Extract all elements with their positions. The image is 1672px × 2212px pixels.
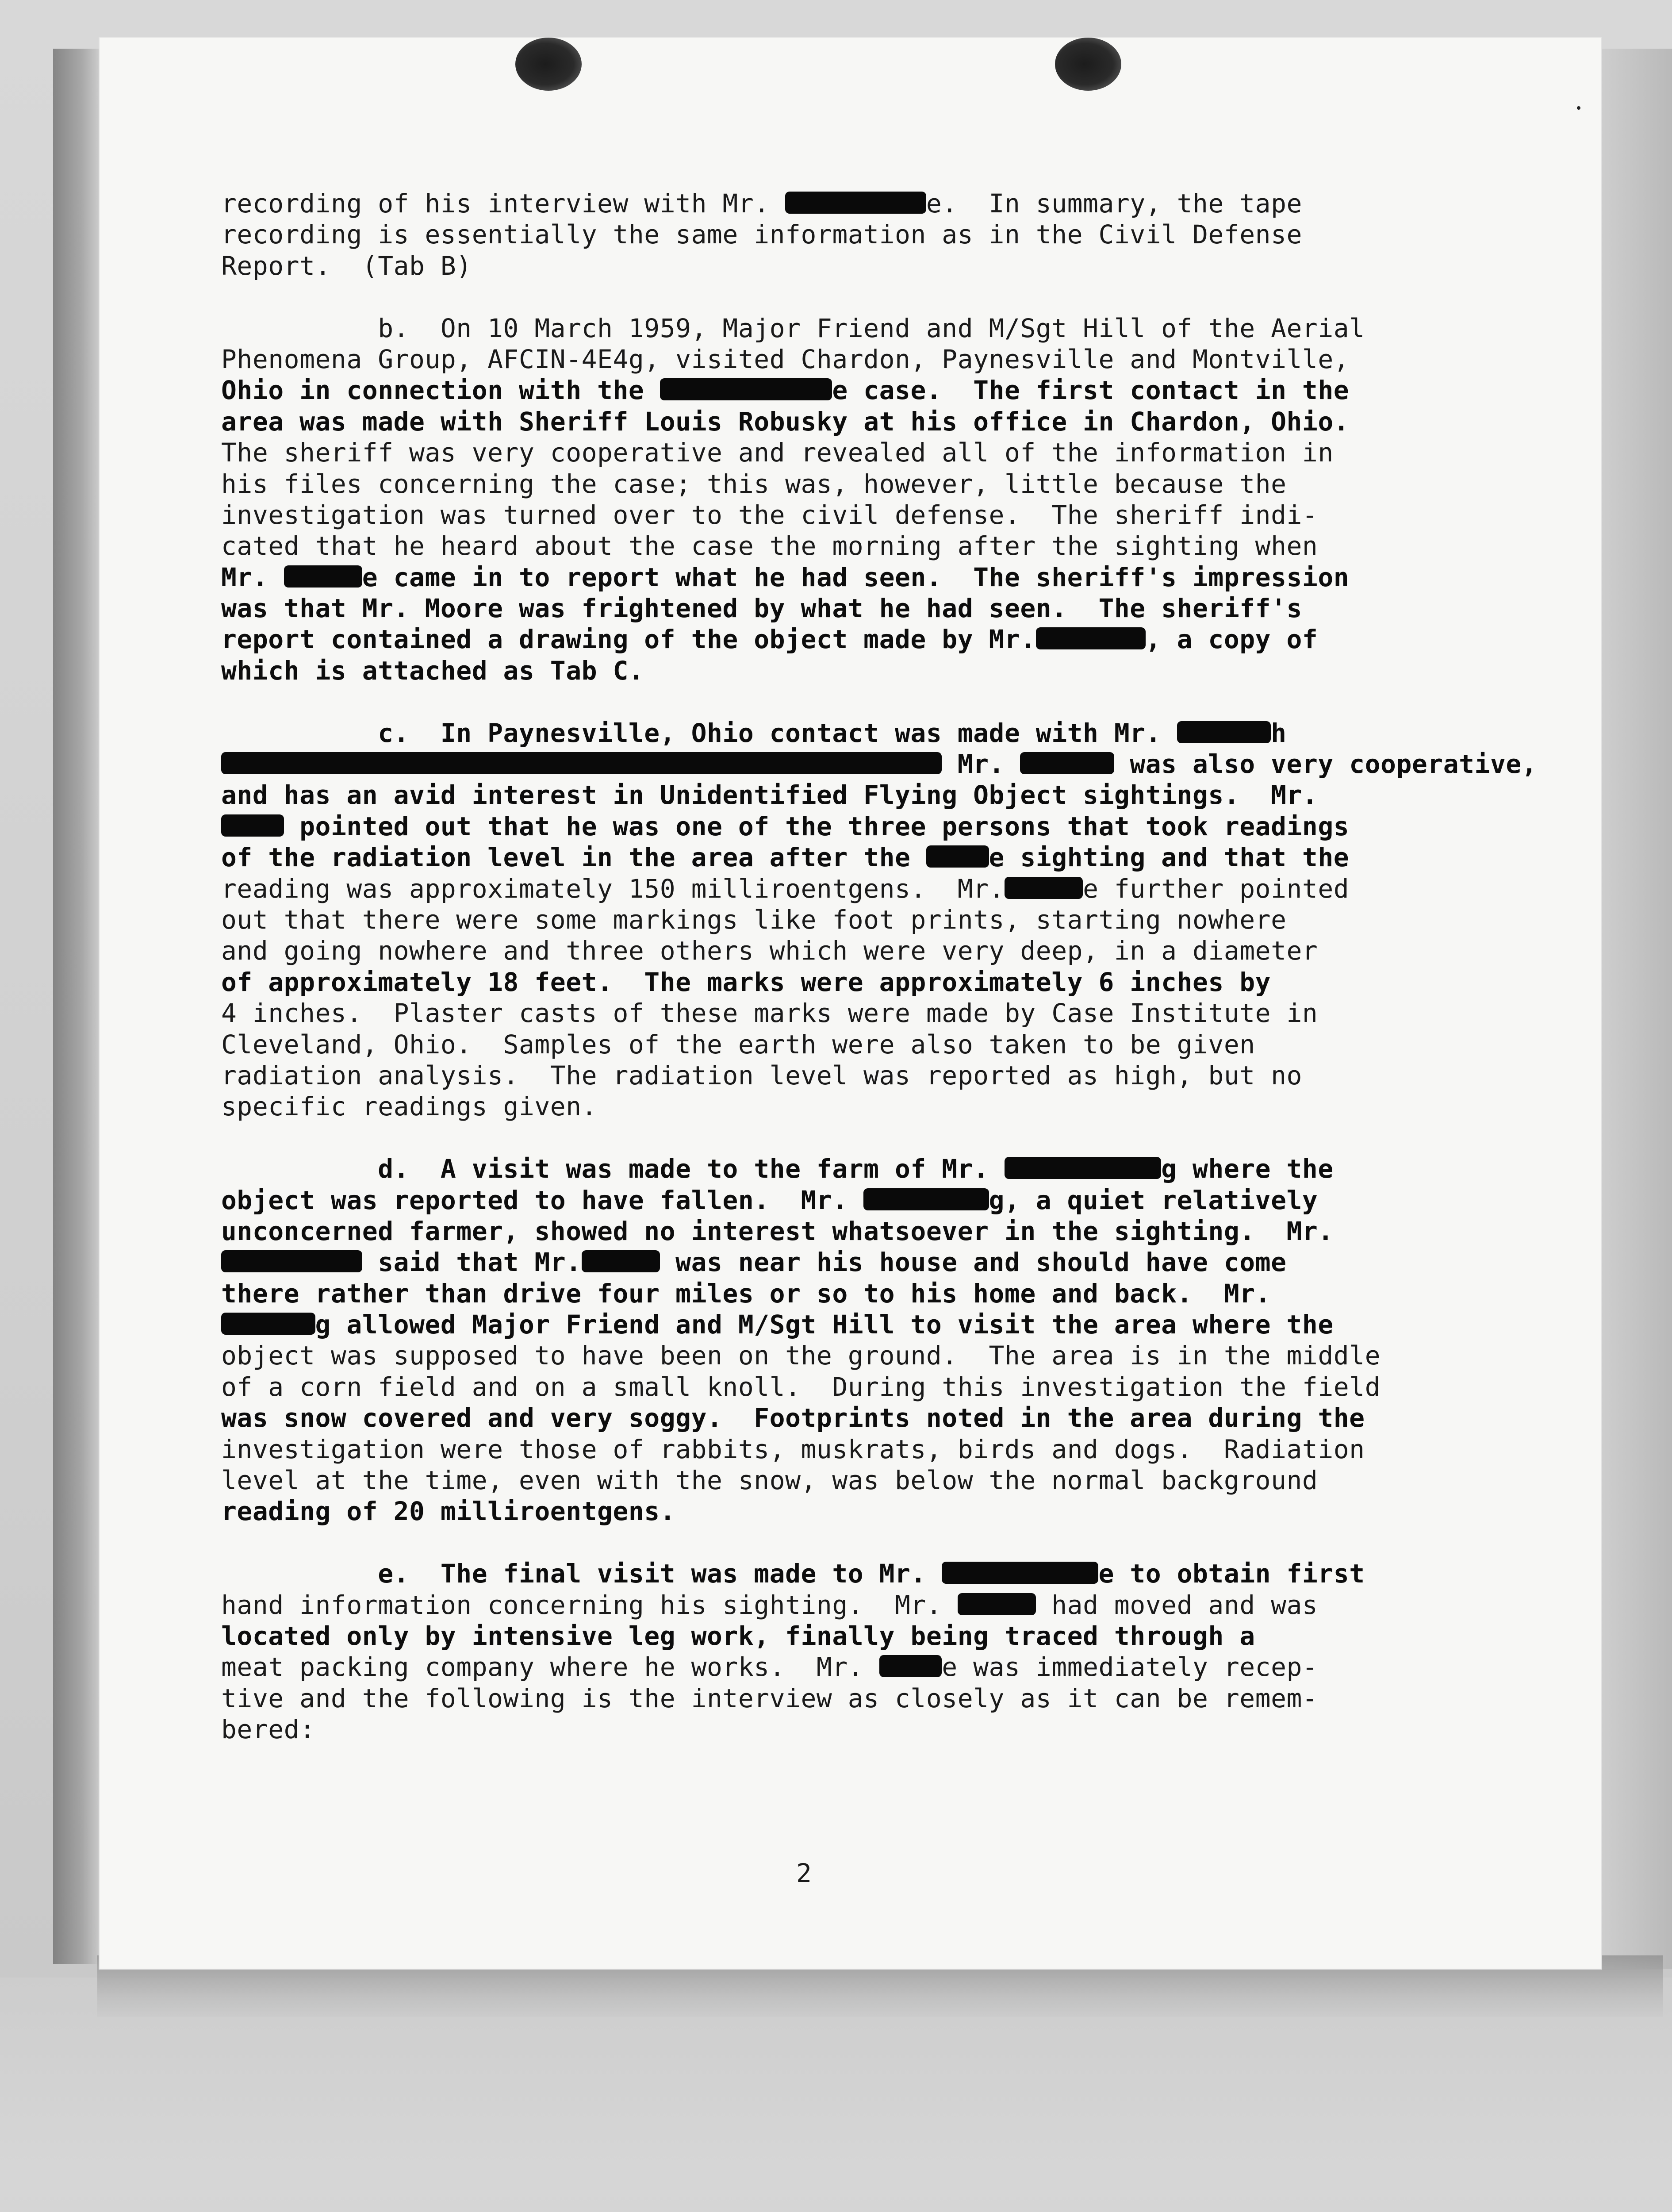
line-text-after: e came in to report what he had seen. The sheriff's impression [362, 562, 1350, 592]
redaction-mark [284, 565, 362, 588]
document-line [221, 655, 1504, 686]
line-text: investigation was turned over to the civil defense. The sheriff indi- [221, 499, 1318, 530]
line-text: his files concerning the case; this was, however, little because the [221, 469, 1287, 499]
line-text: meat packing company where he works. Mr. [221, 1652, 879, 1682]
document-line [221, 749, 1538, 780]
scan-speck [1577, 106, 1580, 110]
line-text: investigation were those of rabbits, muskrats, birds and dogs. Radiation [221, 1434, 1365, 1464]
document-line [221, 1683, 1504, 1714]
line-text: c. In Paynesville, Ohio contact was made with Mr. [221, 718, 1177, 748]
line-text: out that there were some markings like foot prints, starting nowhere [221, 904, 1287, 935]
line-text: which is attached as Tab C. [221, 655, 644, 686]
film-edge-right [1597, 49, 1672, 1969]
redaction-mark [221, 1250, 362, 1272]
document-line [221, 780, 1504, 810]
document-line [221, 1278, 1504, 1309]
document-line [221, 530, 1504, 561]
line-text: b. On 10 March 1959, Major Friend and M/Sgt Hill of the Aerial [221, 313, 1365, 343]
line-text: reading was approximately 150 milliroentgens. Mr. [221, 873, 1005, 904]
document-line [221, 811, 1504, 842]
line-text: 4 inches. Plaster casts of these marks were made by Case Institute in [221, 998, 1318, 1029]
line-text: of approximately 18 feet. The marks were approximately 6 inches by [221, 967, 1271, 997]
line-text: bered: [221, 1714, 315, 1745]
line-text: e. The final visit was made to Mr. [221, 1559, 942, 1589]
document-line [221, 1216, 1504, 1247]
redaction-mark [1036, 627, 1146, 649]
redaction-mark [1005, 877, 1083, 899]
document-body [221, 188, 1538, 1745]
line-text-after: , a copy of [1145, 624, 1318, 655]
redaction-mark [660, 378, 832, 400]
document-line [221, 469, 1504, 499]
document-line [221, 1558, 1504, 1589]
document-line [221, 1371, 1504, 1402]
document-line [221, 1590, 1504, 1621]
line-text: reading of 20 milliroentgens. [221, 1496, 676, 1527]
line-text: was snow covered and very soggy. Footprints noted in the area during the [221, 1403, 1365, 1433]
redaction-mark [958, 1593, 1036, 1615]
line-text: of a corn field and on a small knoll. During this investigation the field [221, 1371, 1381, 1402]
paragraph-gap [221, 281, 1504, 312]
document-line [221, 188, 1504, 219]
paragraph-gap [221, 1122, 1504, 1153]
line-text: level at the time, even with the snow, was below the normal background [221, 1465, 1318, 1496]
film-shadow-left [53, 49, 102, 1964]
line-text: tive and the following is the interview as closely as it can be remem- [221, 1683, 1318, 1713]
line-text-after: h [1271, 718, 1287, 748]
document-line [221, 842, 1504, 873]
document-line [221, 499, 1504, 530]
line-text-after: had moved and was [1035, 1590, 1318, 1620]
redaction-mark [879, 1655, 942, 1677]
document-line [221, 998, 1504, 1029]
document-line [221, 935, 1504, 966]
line-text: hand information concerning his sighting. Mr. [221, 1590, 958, 1620]
line-text-after: e case. The first contact in the [832, 375, 1350, 406]
line-text: Mr. [221, 562, 284, 592]
document-line [221, 1060, 1504, 1091]
paragraph-gap [221, 1527, 1504, 1558]
document-line [221, 1029, 1504, 1060]
document-line [221, 1309, 1504, 1340]
redaction-mark [942, 1562, 1098, 1584]
document-line [221, 250, 1504, 281]
line-text-after: g where the [1161, 1154, 1334, 1184]
document-line [221, 1340, 1504, 1371]
line-text-after: e further pointed [1083, 873, 1350, 904]
document-line [221, 1496, 1504, 1527]
document-line [221, 219, 1504, 250]
redaction-mark [221, 752, 942, 774]
document-line [221, 624, 1504, 655]
line-text: object was reported to have fallen. Mr. [221, 1185, 864, 1215]
document-line [221, 593, 1504, 624]
line-text: object was supposed to have been on the ground. The area is in the middle [221, 1340, 1381, 1371]
document-line [221, 1651, 1504, 1682]
document-line [221, 375, 1504, 406]
line-text: specific readings given. [221, 1091, 598, 1122]
line-text: located only by intensive leg work, finally being traced through a [221, 1621, 1255, 1651]
redaction-mark [1005, 1157, 1161, 1179]
line-text: Cleveland, Ohio. Samples of the earth were also taken to be given [221, 1029, 1255, 1060]
line-text-after: e sighting and that the [989, 842, 1350, 873]
document-line [221, 1434, 1504, 1465]
redaction-mark [926, 845, 989, 868]
document-line [221, 904, 1504, 935]
redaction-mark [582, 1250, 660, 1272]
line-text: said that Mr. [362, 1247, 582, 1278]
document-line [221, 967, 1504, 998]
redaction-mark [221, 814, 284, 837]
document-line [221, 1402, 1504, 1433]
document-line [221, 1247, 1504, 1278]
line-text-after: e was immediately recep- [942, 1652, 1318, 1682]
document-line [221, 406, 1504, 437]
line-text-after: was also very cooperative, [1114, 749, 1538, 780]
redaction-mark [785, 192, 926, 214]
redaction-mark [1177, 721, 1271, 743]
line-text: g allowed Major Friend and M/Sgt Hill to visit the area where the [315, 1310, 1334, 1340]
document-line [221, 562, 1504, 593]
redaction-mark [1020, 752, 1114, 774]
line-text: report contained a drawing of the object made by Mr. [221, 624, 1036, 655]
document-line [221, 1621, 1504, 1651]
line-text: unconcerned farmer, showed no interest whatsoever in the sighting. Mr. [221, 1216, 1334, 1246]
page-number: 2 [796, 1858, 812, 1888]
line-text: and going nowhere and three others which were very deep, in a diameter [221, 936, 1318, 966]
punch-hole-left [515, 38, 582, 91]
document-line [221, 344, 1504, 375]
redaction-mark [221, 1313, 315, 1335]
document-line [221, 437, 1504, 468]
line-text: d. A visit was made to the farm of Mr. [221, 1154, 1005, 1184]
line-text: there rather than drive four miles or so to his home and back. Mr. [221, 1278, 1271, 1309]
line-text: area was made with Sheriff Louis Robusky at his office in Chardon, Ohio. [221, 406, 1350, 437]
line-text: of the radiation level in the area after the [221, 842, 926, 873]
document-line [221, 1714, 1504, 1745]
document-line [221, 1185, 1504, 1216]
line-text: was that Mr. Moore was frightened by what he had seen. The sheriff's [221, 593, 1302, 624]
document-line [221, 873, 1504, 904]
document-line [221, 1465, 1504, 1496]
document-line [221, 1091, 1504, 1122]
line-text: radiation analysis. The radiation level was reported as high, but no [221, 1060, 1302, 1091]
line-text-after: e. In summary, the tape [926, 188, 1302, 219]
redaction-mark [863, 1188, 989, 1210]
line-text: Ohio in connection with the [221, 375, 660, 406]
line-text-after: e to obtain first [1098, 1559, 1365, 1589]
document-line [221, 1153, 1504, 1184]
document-line [221, 313, 1504, 344]
document-line [221, 718, 1504, 749]
line-text: pointed out that he was one of the three persons that took readings [284, 811, 1350, 841]
line-text: and has an avid interest in Unidentified Flying Object sightings. Mr. [221, 780, 1318, 810]
paragraph-gap [221, 686, 1504, 717]
line-text: The sheriff was very cooperative and revealed all of the information in [221, 438, 1334, 468]
line-text: recording of his interview with Mr. [221, 188, 786, 219]
line-text: cated that he heard about the case the morning after the sighting when [221, 531, 1318, 561]
line-text: Phenomena Group, AFCIN-4E4g, visited Chardon, Paynesville and Montville, [221, 344, 1350, 374]
line-text: recording is essentially the same information as in the Civil Defense [221, 219, 1302, 250]
punch-hole-right [1055, 38, 1121, 91]
line-text-after: was near his house and should have come [660, 1247, 1287, 1278]
line-text: Report. (Tab B) [221, 250, 472, 281]
line-text-after: g, a quiet relatively [989, 1185, 1318, 1215]
line-text: Mr. [942, 749, 1020, 780]
